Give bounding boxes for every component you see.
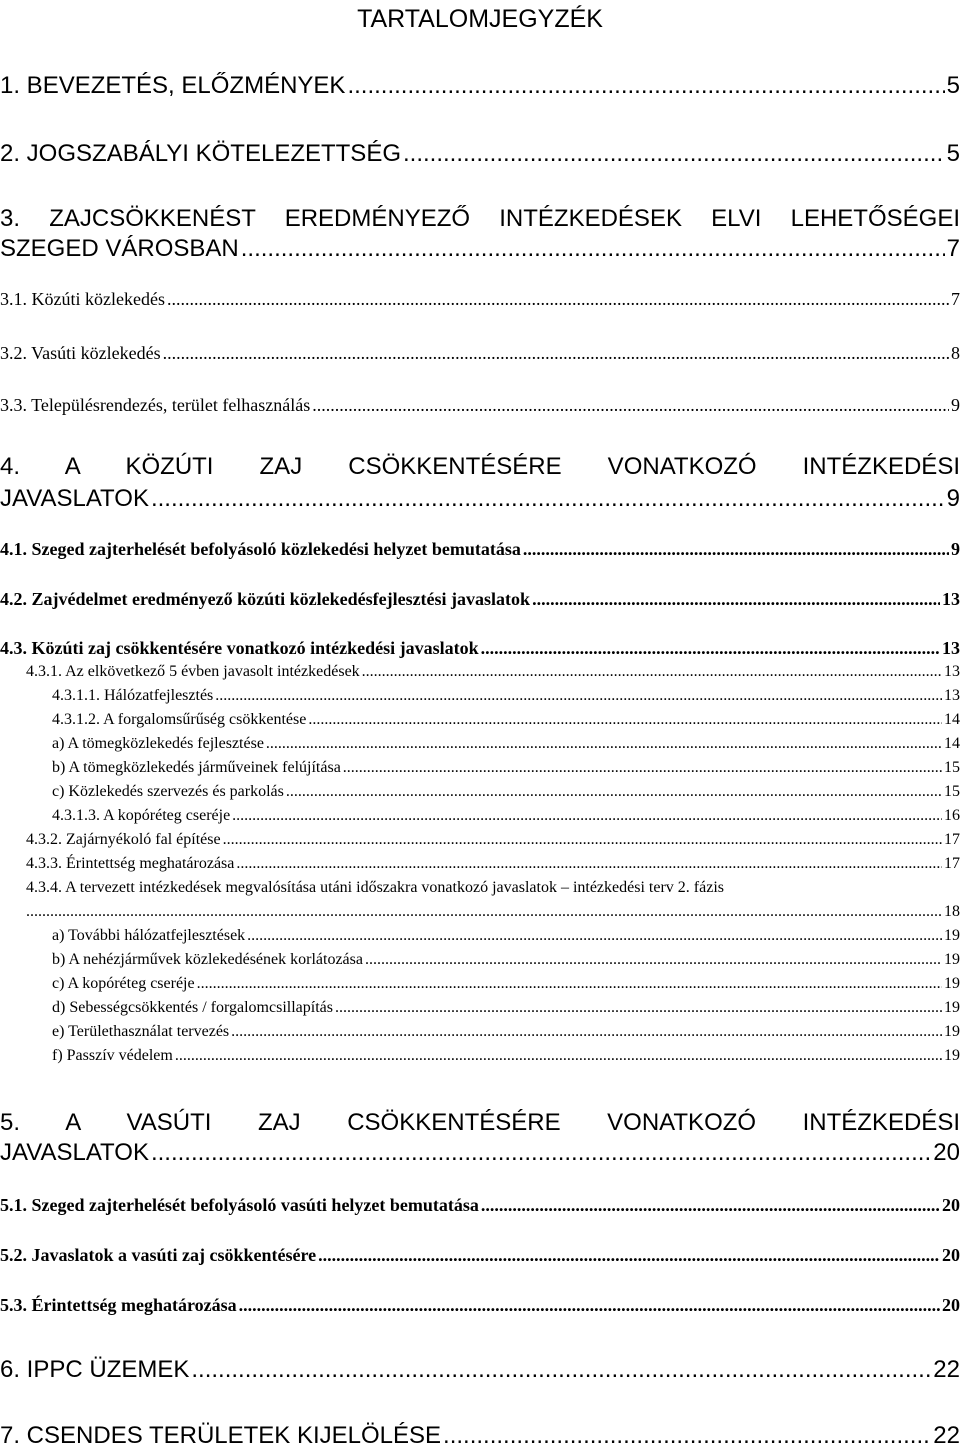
toc-entry[interactable] <box>26 854 960 874</box>
toc-entry[interactable] <box>52 1046 960 1066</box>
toc-entry[interactable] <box>0 1294 960 1316</box>
toc-entry[interactable] <box>26 830 960 850</box>
toc-entry-page: 20 <box>942 1295 960 1315</box>
toc-entry-label: e) Területhasználat tervezés <box>52 1023 230 1040</box>
leader-dots <box>308 710 942 730</box>
toc-entry-page: 22 <box>933 1356 960 1383</box>
toc-entry-label-line1: 4. A KÖZÚTI ZAJ CSÖKKENTÉSÉRE VONATKOZÓ INTÉZKEDÉSI <box>0 453 960 480</box>
toc-entry-page: 5 <box>946 72 960 99</box>
leader-dots <box>266 734 942 754</box>
toc-entry-page: 8 <box>951 343 960 363</box>
toc-entry-label: 3.1. Közúti közlekedés <box>0 289 165 309</box>
toc-entry-label: 3.3. Településrendezés, terület felhasználás <box>0 395 311 415</box>
toc-entry-label: 4.3. Közúti zaj csökkentésére vonatkozó intézkedési javaslatok <box>0 638 479 658</box>
toc-entry-label: SZEGED VÁROSBAN <box>0 235 239 262</box>
toc-entry-page: 20 <box>942 1245 960 1265</box>
toc-entry[interactable] <box>52 782 960 802</box>
toc-entry-page: 22 <box>933 1422 960 1449</box>
toc-entry[interactable] <box>0 288 960 310</box>
leader-dots <box>215 686 942 706</box>
toc-entry-label: b) A nehézjárművek közlekedésének korlátozása <box>52 951 363 968</box>
toc-entry[interactable] <box>0 342 960 364</box>
leader-dots <box>175 1046 942 1066</box>
toc-entry[interactable] <box>0 538 960 560</box>
toc-entry-label: 4.3.3. Érintettség meghatározása <box>26 855 235 872</box>
leader-dots <box>362 662 942 682</box>
toc-entry[interactable] <box>0 1194 960 1216</box>
toc-entry-label: f) Passzív védelem <box>52 1047 173 1064</box>
toc-entry-page: 19 <box>944 951 960 968</box>
toc-entry-label: b) A tömegközlekedés járműveinek felújítása <box>52 759 341 776</box>
toc-entry[interactable] <box>0 1355 960 1385</box>
toc-entry[interactable] <box>52 806 960 826</box>
toc-entry-page: 13 <box>942 589 960 609</box>
toc-entry-page: 9 <box>946 485 960 512</box>
toc-entry-page: 15 <box>944 759 960 776</box>
leader-dots <box>197 974 942 994</box>
leader-dots <box>443 1421 931 1451</box>
leader-dots <box>231 1022 942 1042</box>
leader-dots <box>167 288 949 310</box>
leader-dots <box>343 758 942 778</box>
leader-dots <box>318 1244 940 1266</box>
leader-dots <box>286 782 942 802</box>
toc-entry[interactable] <box>26 662 960 682</box>
toc-entry-page: 17 <box>944 831 960 848</box>
leader-dots <box>239 1294 940 1316</box>
toc-entry[interactable] <box>52 710 960 730</box>
toc-entry-page: 20 <box>933 1139 960 1166</box>
toc-entry-page: 5 <box>946 140 960 167</box>
toc-entry[interactable] <box>52 998 960 1018</box>
toc-entry[interactable] <box>0 394 960 416</box>
toc-entry-page: 17 <box>944 855 960 872</box>
leader-dots <box>151 484 945 514</box>
leader-dots <box>232 806 942 826</box>
toc-entry-label: c) A kopóréteg cseréje <box>52 975 195 992</box>
leader-dots <box>191 1355 931 1385</box>
leader-dots <box>335 998 942 1018</box>
toc-entry-label: 4.2. Zajvédelmet eredményező közúti közlekedésfejlesztési javaslatok <box>0 589 531 609</box>
toc-entry-page: 15 <box>944 783 960 800</box>
toc-entry-label: 6. IPPC ÜZEMEK <box>0 1356 190 1383</box>
toc-entry-label: d) Sebességcsökkentés / forgalomcsillapítás <box>52 999 333 1016</box>
toc-entry-label: 5.2. Javaslatok a vasúti zaj csökkentésére <box>0 1245 317 1265</box>
toc-entry-label: 1. BEVEZETÉS, ELŐZMÉNYEK <box>0 72 346 99</box>
toc-entry-page: 16 <box>944 807 960 824</box>
toc-entry-page: 9 <box>951 395 960 415</box>
toc-entry-label: 3.2. Vasúti közlekedés <box>0 343 161 363</box>
toc-entry[interactable] <box>52 734 960 754</box>
toc-entry-page: 13 <box>944 687 960 704</box>
toc-entry-page: 14 <box>944 711 960 728</box>
toc-entry-label: 5.3. Érintettség meghatározása <box>0 1295 237 1315</box>
leader-dots <box>241 234 945 264</box>
toc-entry-page: 19 <box>944 927 960 944</box>
toc-entry[interactable] <box>52 926 960 946</box>
toc-entry[interactable] <box>0 1244 960 1266</box>
leader-dots <box>403 139 945 169</box>
toc-entry[interactable] <box>0 204 960 264</box>
toc-entry-page: 19 <box>944 975 960 992</box>
leader-dots <box>532 588 940 610</box>
leader-dots <box>151 1138 931 1168</box>
toc-entry-page: 9 <box>951 539 960 559</box>
toc-entry-label-line1: 3. ZAJCSÖKKENÉST EREDMÉNYEZŐ INTÉZKEDÉSEK ELVI LEHETŐSÉGEI <box>0 205 960 232</box>
toc-entry-page: 13 <box>942 638 960 658</box>
toc-entry-label: JAVASLATOK <box>0 1139 149 1166</box>
toc-entry-label: 5.1. Szeged zajterhelését befolyásoló vasúti helyzet bemutatása <box>0 1195 479 1215</box>
toc-entry[interactable] <box>0 637 960 659</box>
toc-entry-label: 4.3.1.3. A kopóréteg cseréje <box>52 807 231 824</box>
leader-dots <box>247 926 942 946</box>
leader-dots <box>481 637 940 659</box>
toc-entry-page: 7 <box>951 289 960 309</box>
toc-entry-label: a) További hálózatfejlesztések <box>52 927 246 944</box>
toc-entry-label: JAVASLATOK <box>0 485 149 512</box>
toc-entry-label: 4.3.1.2. A forgalomsűrűség csökkentése <box>52 711 307 728</box>
toc-entry-page: 14 <box>944 735 960 752</box>
toc-entry-page: 19 <box>944 1047 960 1064</box>
toc-entry[interactable] <box>52 1022 960 1042</box>
leader-dots <box>347 71 944 101</box>
toc-entry-page: 18 <box>944 903 960 920</box>
leader-dots <box>223 830 942 850</box>
toc-entry[interactable] <box>0 139 960 169</box>
leader-dots <box>26 902 942 922</box>
document-title: TARTALOMJEGYZÉK <box>357 5 603 33</box>
toc-entry[interactable] <box>26 878 960 898</box>
toc-entry-continuation[interactable] <box>26 902 960 922</box>
leader-dots <box>523 538 949 560</box>
leader-dots <box>481 1194 940 1216</box>
toc-entry-page: 13 <box>944 663 960 680</box>
toc-entry[interactable] <box>52 686 960 706</box>
toc-entry-label: 4.3.1.1. Hálózatfejlesztés <box>52 687 214 704</box>
toc-entry-label: 4.1. Szeged zajterhelését befolyásoló közlekedési helyzet bemutatása <box>0 539 521 559</box>
toc-entry-label: a) A tömegközlekedés fejlesztése <box>52 735 264 752</box>
leader-dots <box>163 342 949 364</box>
toc-entry-label: 4.3.1. Az elkövetkező 5 évben javasolt intézkedések <box>26 663 360 680</box>
toc-entry-page: 7 <box>946 235 960 262</box>
toc-entry-label: 4.3.2. Zajárnyékoló fal építése <box>26 831 221 848</box>
toc-entry[interactable] <box>0 452 960 514</box>
toc-entry[interactable] <box>0 1421 960 1451</box>
toc-entry-label-line1: 5. A VASÚTI ZAJ CSÖKKENTÉSÉRE VONATKOZÓ INTÉZKEDÉSI <box>0 1109 960 1136</box>
toc-entry-label: 2. JOGSZABÁLYI KÖTELEZETTSÉG <box>0 140 401 167</box>
toc-entry[interactable] <box>52 950 960 970</box>
toc-entry-page: 19 <box>944 999 960 1016</box>
toc-entry[interactable] <box>52 974 960 994</box>
toc-entry[interactable] <box>0 71 960 101</box>
toc-entry-page: 19 <box>944 1023 960 1040</box>
toc-entry[interactable] <box>52 758 960 778</box>
toc-entry[interactable] <box>0 1108 960 1168</box>
toc-entry-label-line1: 4.3.4. A tervezett intézkedések megvalósítása utáni időszakra vonatkozó javaslatok – intézkedési terv 2. fázis <box>26 879 724 896</box>
toc-entry-label: c) Közlekedés szervezés és parkolás <box>52 783 284 800</box>
toc-entry[interactable] <box>0 588 960 610</box>
leader-dots <box>365 950 942 970</box>
leader-dots <box>236 854 942 874</box>
toc-entry-page: 20 <box>942 1195 960 1215</box>
toc-entry-label: 7. CSENDES TERÜLETEK KIJELÖLÉSE <box>0 1422 442 1449</box>
leader-dots <box>312 394 949 416</box>
